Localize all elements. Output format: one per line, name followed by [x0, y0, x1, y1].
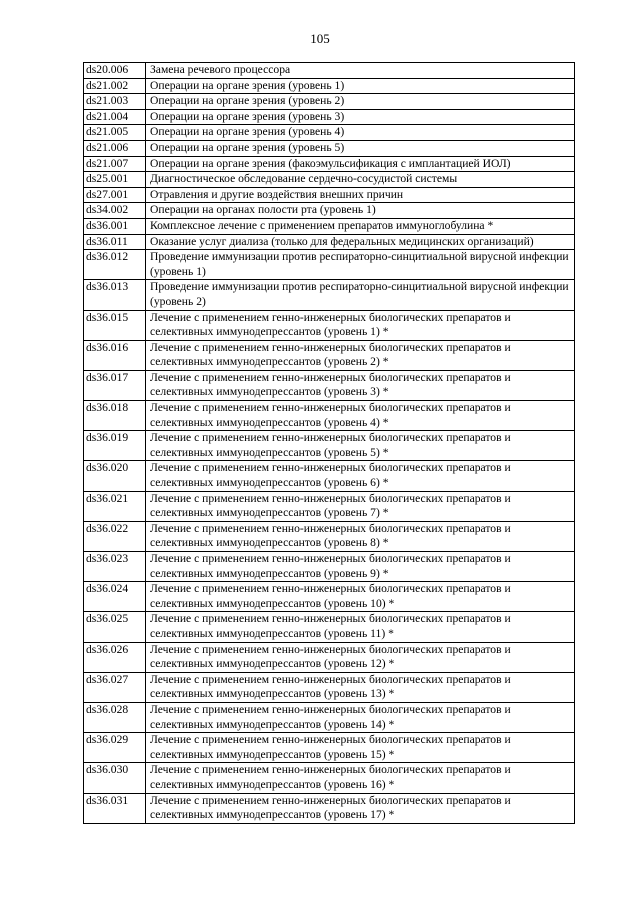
- row-name: Лечение с применением генно-инженерных биологических препаратов и селективных иммунодепрессантов (уровень 17) *: [146, 793, 575, 823]
- table-row: [84, 672, 575, 702]
- row-name: Лечение с применением генно-инженерных биологических препаратов и селективных иммунодепрессантов (уровень 9) *: [146, 552, 575, 582]
- row-code: ds34.002: [84, 203, 146, 219]
- row-code: ds21.002: [84, 78, 146, 94]
- row-code: ds36.022: [84, 521, 146, 551]
- row-name: Операции на органе зрения (факоэмульсификация с имплантацией ИОЛ): [146, 156, 575, 172]
- row-code: ds36.020: [84, 461, 146, 491]
- table-row: [84, 461, 575, 491]
- row-name: Операции на органе зрения (уровень 5): [146, 140, 575, 156]
- table-row: [84, 156, 575, 172]
- table-row: [84, 793, 575, 823]
- row-code: ds36.017: [84, 370, 146, 400]
- table-row: [84, 280, 575, 310]
- table-row: [84, 340, 575, 370]
- row-name: Лечение с применением генно-инженерных биологических препаратов и селективных иммунодепрессантов (уровень 8) *: [146, 521, 575, 551]
- row-name: Операции на органе зрения (уровень 4): [146, 125, 575, 141]
- row-code: ds21.007: [84, 156, 146, 172]
- row-name: Операции на органе зрения (уровень 3): [146, 109, 575, 125]
- row-name: Проведение иммунизации против респираторно-синцитиальной вирусной инфекции (уровень 1): [146, 250, 575, 280]
- table-row: [84, 234, 575, 250]
- row-code: ds36.031: [84, 793, 146, 823]
- row-code: ds36.011: [84, 234, 146, 250]
- table-row: [84, 187, 575, 203]
- table-row: [84, 94, 575, 110]
- row-name: Лечение с применением генно-инженерных биологических препаратов и селективных иммунодепрессантов (уровень 10) *: [146, 582, 575, 612]
- page-number: 105: [310, 31, 330, 46]
- row-code: ds36.021: [84, 491, 146, 521]
- row-code: ds36.018: [84, 401, 146, 431]
- row-code: ds20.006: [84, 63, 146, 79]
- row-name: Операции на органах полости рта (уровень 1): [146, 203, 575, 219]
- row-code: ds36.015: [84, 310, 146, 340]
- row-name: Лечение с применением генно-инженерных биологических препаратов и селективных иммунодепрессантов (уровень 2) *: [146, 340, 575, 370]
- table-row: [84, 310, 575, 340]
- row-code: ds36.023: [84, 552, 146, 582]
- row-name: Лечение с применением генно-инженерных биологических препаратов и селективных иммунодепрессантов (уровень 15) *: [146, 733, 575, 763]
- table-row: [84, 582, 575, 612]
- code-table: [83, 62, 575, 824]
- row-name: Проведение иммунизации против респираторно-синцитиальной вирусной инфекции (уровень 2): [146, 280, 575, 310]
- row-name: Лечение с применением генно-инженерных биологических препаратов и селективных иммунодепрессантов (уровень 16) *: [146, 763, 575, 793]
- row-code: ds27.001: [84, 187, 146, 203]
- row-name: Лечение с применением генно-инженерных биологических препаратов и селективных иммунодепрессантов (уровень 1) *: [146, 310, 575, 340]
- row-code: ds21.004: [84, 109, 146, 125]
- row-code: ds36.016: [84, 340, 146, 370]
- row-code: ds36.012: [84, 250, 146, 280]
- row-code: ds36.001: [84, 218, 146, 234]
- row-name: Оказание услуг диализа (только для федеральных медицинских организаций): [146, 234, 575, 250]
- row-name: Лечение с применением генно-инженерных биологических препаратов и селективных иммунодепрессантов (уровень 7) *: [146, 491, 575, 521]
- table-row: [84, 370, 575, 400]
- row-code: ds36.030: [84, 763, 146, 793]
- row-name: Отравления и другие воздействия внешних причин: [146, 187, 575, 203]
- row-code: ds36.013: [84, 280, 146, 310]
- row-name: Лечение с применением генно-инженерных биологических препаратов и селективных иммунодепрессантов (уровень 14) *: [146, 702, 575, 732]
- table-row: [84, 250, 575, 280]
- row-code: ds21.003: [84, 94, 146, 110]
- table-row: [84, 702, 575, 732]
- table-row: [84, 521, 575, 551]
- table-row: [84, 763, 575, 793]
- table-row: [84, 612, 575, 642]
- row-code: ds36.024: [84, 582, 146, 612]
- table-row: [84, 63, 575, 79]
- row-code: ds36.026: [84, 642, 146, 672]
- row-name: Операции на органе зрения (уровень 1): [146, 78, 575, 94]
- row-name: Лечение с применением генно-инженерных биологических препаратов и селективных иммунодепрессантов (уровень 11) *: [146, 612, 575, 642]
- table-row: [84, 491, 575, 521]
- table-row: [84, 109, 575, 125]
- row-name: Диагностическое обследование сердечно-сосудистой системы: [146, 172, 575, 188]
- row-name: Лечение с применением генно-инженерных биологических препаратов и селективных иммунодепрессантов (уровень 3) *: [146, 370, 575, 400]
- row-code: ds36.028: [84, 702, 146, 732]
- row-code: ds21.006: [84, 140, 146, 156]
- table-row: [84, 140, 575, 156]
- row-code: ds36.019: [84, 431, 146, 461]
- row-name: Лечение с применением генно-инженерных биологических препаратов и селективных иммунодепрессантов (уровень 6) *: [146, 461, 575, 491]
- row-name: Лечение с применением генно-инженерных биологических препаратов и селективных иммунодепрессантов (уровень 12) *: [146, 642, 575, 672]
- table-row: [84, 733, 575, 763]
- table-row: [84, 552, 575, 582]
- row-name: Лечение с применением генно-инженерных биологических препаратов и селективных иммунодепрессантов (уровень 13) *: [146, 672, 575, 702]
- row-name: Комплексное лечение с применением препаратов иммуноглобулина *: [146, 218, 575, 234]
- row-name: Операции на органе зрения (уровень 2): [146, 94, 575, 110]
- table-row: [84, 78, 575, 94]
- table-row: [84, 203, 575, 219]
- row-code: ds21.005: [84, 125, 146, 141]
- row-name: Лечение с применением генно-инженерных биологических препаратов и селективных иммунодепрессантов (уровень 4) *: [146, 401, 575, 431]
- row-code: ds36.025: [84, 612, 146, 642]
- row-name: Лечение с применением генно-инженерных биологических препаратов и селективных иммунодепрессантов (уровень 5) *: [146, 431, 575, 461]
- table-row: [84, 125, 575, 141]
- table-row: [84, 172, 575, 188]
- row-name: Замена речевого процессора: [146, 63, 575, 79]
- row-code: ds36.029: [84, 733, 146, 763]
- row-code: ds36.027: [84, 672, 146, 702]
- table-row: [84, 401, 575, 431]
- table-row: [84, 431, 575, 461]
- row-code: ds25.001: [84, 172, 146, 188]
- table-row: [84, 218, 575, 234]
- code-table-body: [84, 63, 575, 824]
- table-row: [84, 642, 575, 672]
